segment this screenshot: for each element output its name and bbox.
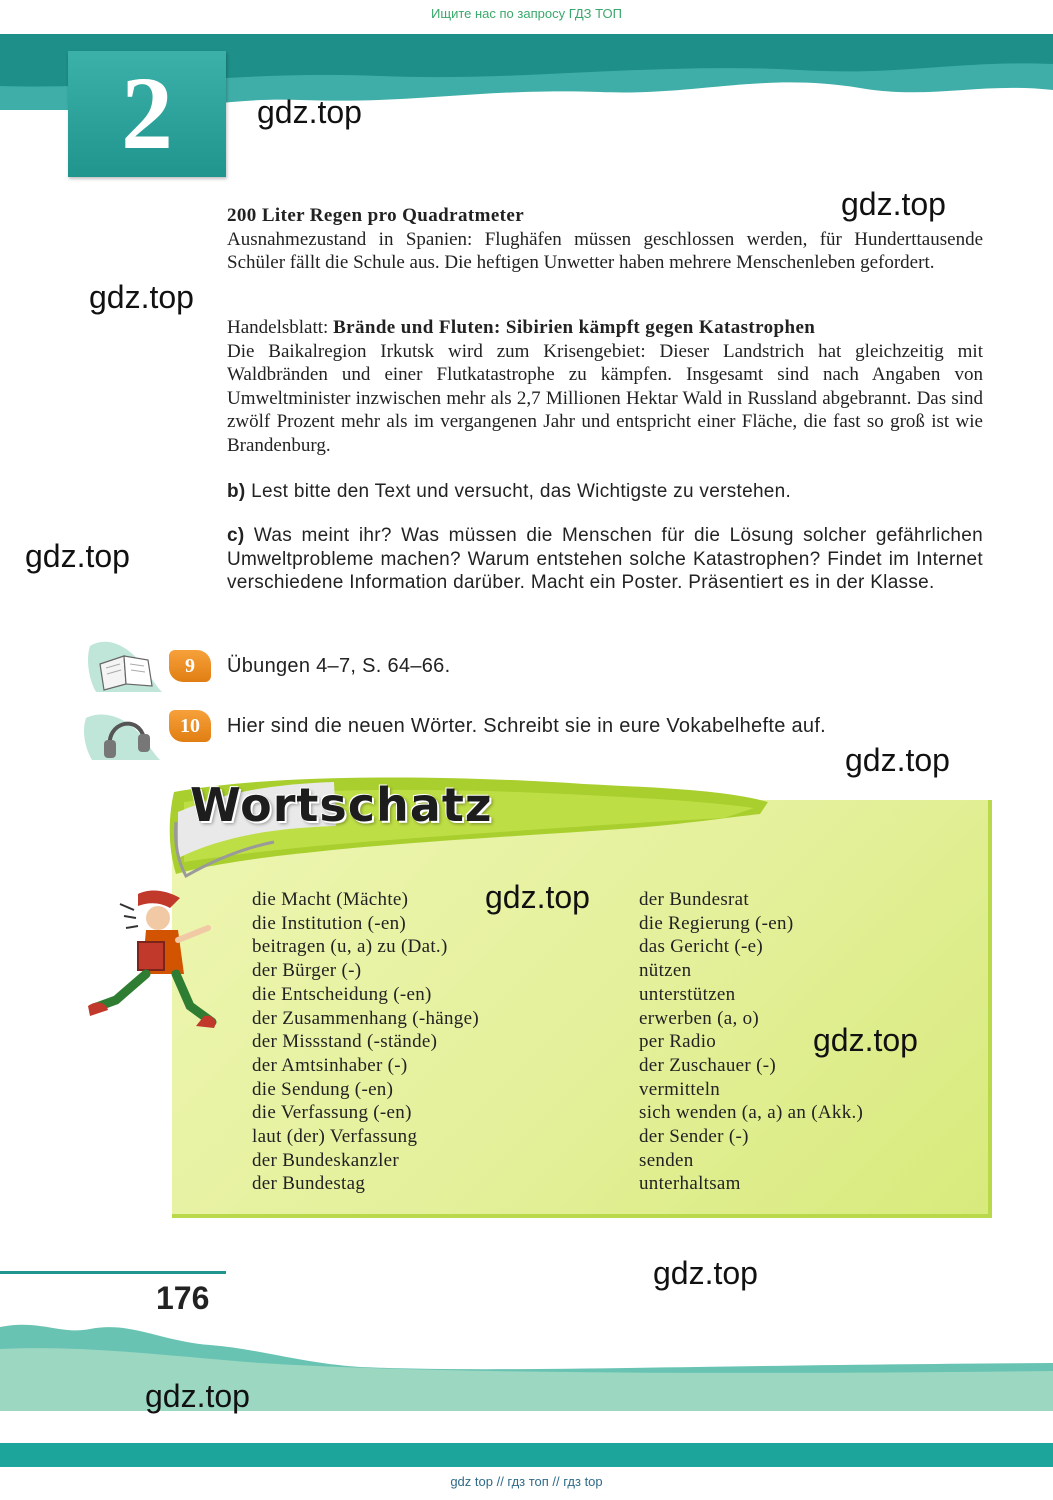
watermark: gdz.top: [841, 186, 946, 222]
watermark: gdz.top: [145, 1378, 250, 1414]
vocab-item: nützen: [639, 960, 692, 982]
jester-mascot-icon: [86, 888, 218, 1036]
task-b-label: b): [227, 481, 246, 502]
exercise-10-text: Hier sind die neuen Wörter. Schreibt sie in eure Vokabelhefte auf.: [227, 715, 827, 737]
article-1-title: 200 Liter Regen pro Quadratmeter: [227, 205, 525, 226]
watermark: gdz.top: [25, 538, 130, 574]
vocab-item: die Sendung (-en): [252, 1078, 394, 1100]
vocab-item: die Entscheidung (-en): [252, 983, 432, 1005]
vocab-item: unterstützen: [639, 983, 736, 1005]
vocab-item: per Radio: [639, 1031, 717, 1053]
bottom-note: gdz top // гдз топ // гдз top: [450, 1474, 603, 1489]
article-2-source: Handelsblatt:: [227, 317, 329, 338]
vocab-item: das Gericht (-e): [639, 936, 764, 958]
page-number-rule: [0, 1271, 226, 1274]
vocab-item: der Amtsinhaber (-): [252, 1054, 408, 1076]
vocab-item: die Regierung (-en): [639, 912, 794, 934]
vocab-item: sich wenden (a, a) an (Akk.): [639, 1102, 864, 1124]
watermark: gdz.top: [89, 279, 194, 315]
exercise-10-badge: 10: [169, 710, 211, 742]
vocabulary-title: Wortschatz: [190, 778, 493, 832]
watermark: gdz.top: [653, 1255, 758, 1291]
vocab-item: laut (der) Verfassung: [252, 1126, 418, 1148]
chapter-number-box: 2: [68, 51, 226, 177]
vocab-item: der Zusammenhang (-hänge): [252, 1007, 479, 1029]
page-number: 176: [156, 1280, 210, 1316]
vocab-item: der Bundesrat: [639, 889, 749, 910]
headphones-icon: [84, 704, 162, 764]
article-2-text: Die Baikalregion Irkutsk wird zum Krisengebiet: Dieser Landstrich hat gleichzeitig mit Waldbränden und einer Flutkatastrophe zu kämpfen. Insgesamt sind nach Angaben von Umweltminister inzwischen mehr als 2,7 Millionen Hektar Wald in Russland abgebrannt. Das sind zwölf Prozent mehr als im vergangenen Jahr und entspricht einer Fläche, die fast so groß ist wie Brandenburg.: [227, 340, 983, 456]
vocab-item: der Bundestag: [252, 1173, 366, 1195]
vocabulary-left-column: [252, 888, 479, 1196]
vocab-item: der Zuschauer (-): [639, 1054, 776, 1076]
task-c-text: Was meint ihr? Was müssen die Menschen für die Lösung solcher gefährlichen Umweltprobleme machen? Warum entstehen solche Katastrophen? Findet im Internet verschiedene Information darüber. Macht ein Poster. Präsentiert es in der Klasse.: [227, 525, 983, 594]
article-2: [227, 316, 983, 458]
book-icon: [86, 634, 164, 696]
watermark: gdz.top: [485, 879, 590, 915]
watermark: gdz.top: [845, 742, 950, 778]
vocab-item: unterhaltsam: [639, 1173, 741, 1195]
task-b-text: Lest bitte den Text und versucht, das Wichtigste zu verstehen.: [251, 481, 792, 502]
vocab-item: der Bundeskanzler: [252, 1149, 400, 1171]
vocab-item: die Macht (Mächte): [252, 889, 409, 910]
watermark: gdz.top: [813, 1022, 918, 1058]
task-c: [227, 524, 983, 595]
task-b: [227, 480, 983, 504]
vocab-item: die Verfassung (-en): [252, 1102, 412, 1124]
vocab-item: senden: [639, 1149, 694, 1171]
exercise-9-text: Übungen 4–7, S. 64–66.: [227, 655, 451, 677]
vocab-item: beitragen (u, a) zu (Dat.): [252, 936, 448, 958]
exercise-9-badge: 9: [169, 650, 211, 682]
article-1-text: Ausnahmezustand in Spanien: Flughäfen müssen geschlossen werden, für Hunderttausende Schüler fällt die Schule aus. Die heftigen Unwetter haben mehrere Menschenleben gefordert.: [227, 228, 983, 274]
vocab-item: vermitteln: [639, 1078, 721, 1100]
vocab-item: der Bürger (-): [252, 960, 362, 982]
article-2-title: Brände und Fluten: Sibirien kämpft gegen Katastrophen: [333, 317, 816, 338]
vocab-item: die Institution (-en): [252, 912, 407, 934]
vocab-item: der Missstand (-stände): [252, 1031, 438, 1053]
vocab-item: erwerben (a, o): [639, 1007, 760, 1029]
watermark: gdz.top: [257, 94, 362, 130]
task-c-label: c): [227, 525, 245, 546]
vocab-item: der Sender (-): [639, 1126, 749, 1148]
article-1: [227, 204, 983, 275]
top-note: Ищите нас по запросу ГДЗ ТОП: [431, 6, 622, 21]
